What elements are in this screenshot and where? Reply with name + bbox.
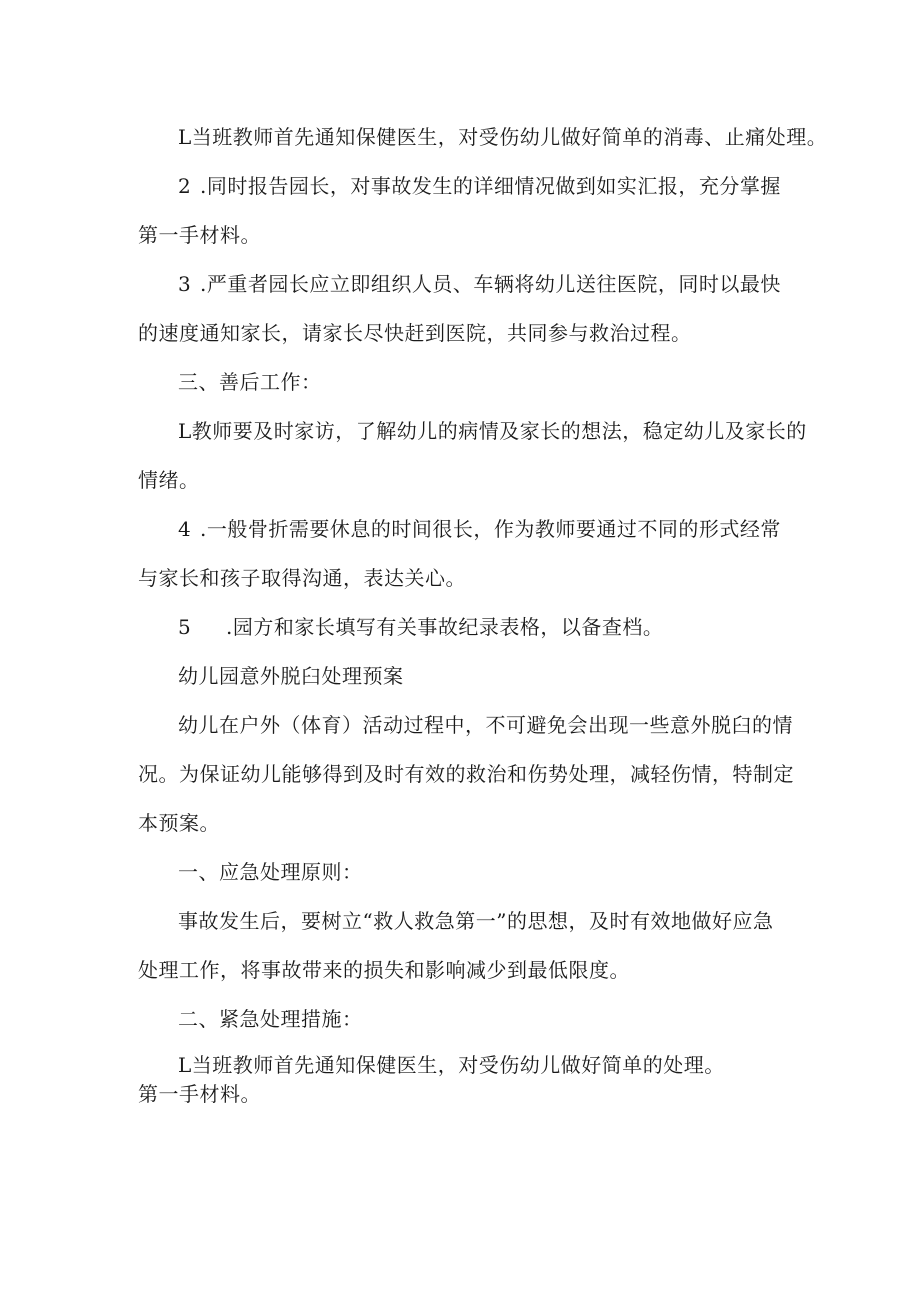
paragraph-line — [138, 565, 788, 591]
paragraph-line — [138, 222, 788, 248]
line-text: 况。为保证幼儿能够得到及时有效的救治和伤势处理，减轻伤情，特制定 — [138, 762, 794, 786]
section-heading — [178, 369, 788, 395]
line-text: .严重者园长应立即组织人员、车辆将幼儿送往医院，同时以最快 — [200, 272, 781, 296]
list-number: 5 — [178, 615, 192, 639]
line-text: 情绪。 — [138, 468, 200, 492]
list-number: 4 — [178, 517, 192, 541]
heading-text: 三、善后工作： — [178, 370, 322, 394]
line-text: L当班教师首先通知保健医生，对受伤幼儿做好简单的消毒、止痛处理。 — [178, 125, 828, 149]
paragraph-line — [178, 516, 788, 542]
line-text: 第一手材料。 — [138, 1082, 261, 1106]
paragraph-line — [138, 467, 788, 493]
line-text: 处理工作，将事故带来的损失和影响减少到最低限度。 — [138, 958, 630, 982]
line-text: .园方和家长填写有关事故纪录表格，以备查档。 — [226, 615, 664, 639]
paragraph-line — [178, 614, 788, 640]
line-text: 幼儿在户外（体育）活动过程中，不可避免会出现一些意外脱臼的情 — [178, 713, 793, 737]
paragraph-line — [178, 271, 788, 297]
line-text: 与家长和孩子取得沟通，表达关心。 — [138, 566, 466, 590]
paragraph-line — [178, 418, 807, 444]
paragraph-line — [138, 1081, 788, 1107]
paragraph-line — [178, 124, 828, 150]
heading-text: 二、紧急处理措施： — [178, 1007, 363, 1031]
line-text: 的速度通知家长，请家长尽快赶到医院，共同参与救治过程。 — [138, 321, 692, 345]
line-text: L当班教师首先通知保健医生，对受伤幼儿做好简单的处理。 — [178, 1053, 725, 1077]
title-text: 幼儿园意外脱臼处理预案 — [178, 664, 404, 688]
list-number: 2 — [178, 174, 192, 198]
list-number: 3 — [178, 272, 192, 296]
line-text: .一般骨折需要休息的时间很长，作为教师要通过不同的形式经常 — [200, 517, 781, 541]
paragraph-line — [138, 320, 788, 346]
line-text: 事故发生后，要树立“救人救急第一”的思想，及时有效地做好应急 — [178, 909, 774, 933]
heading-text: 一、应急处理原则： — [178, 860, 363, 884]
paragraph-line — [138, 810, 788, 836]
section-heading — [178, 1006, 788, 1032]
line-text: L教师要及时家访，了解幼儿的病情及家长的想法，稳定幼儿及家长的 — [178, 419, 807, 443]
paragraph-line — [138, 957, 788, 983]
line-text: 第一手材料。 — [138, 223, 261, 247]
paragraph-line — [178, 712, 793, 738]
line-text: 本预案。 — [138, 811, 220, 835]
line-text: .同时报告园长，对事故发生的详细情况做到如实汇报，充分掌握 — [200, 174, 781, 198]
paragraph-line — [178, 1052, 788, 1078]
section-heading — [178, 859, 788, 885]
paragraph-line — [178, 173, 788, 199]
document-title — [178, 663, 788, 689]
paragraph-line — [178, 908, 788, 934]
paragraph-line — [138, 761, 794, 787]
